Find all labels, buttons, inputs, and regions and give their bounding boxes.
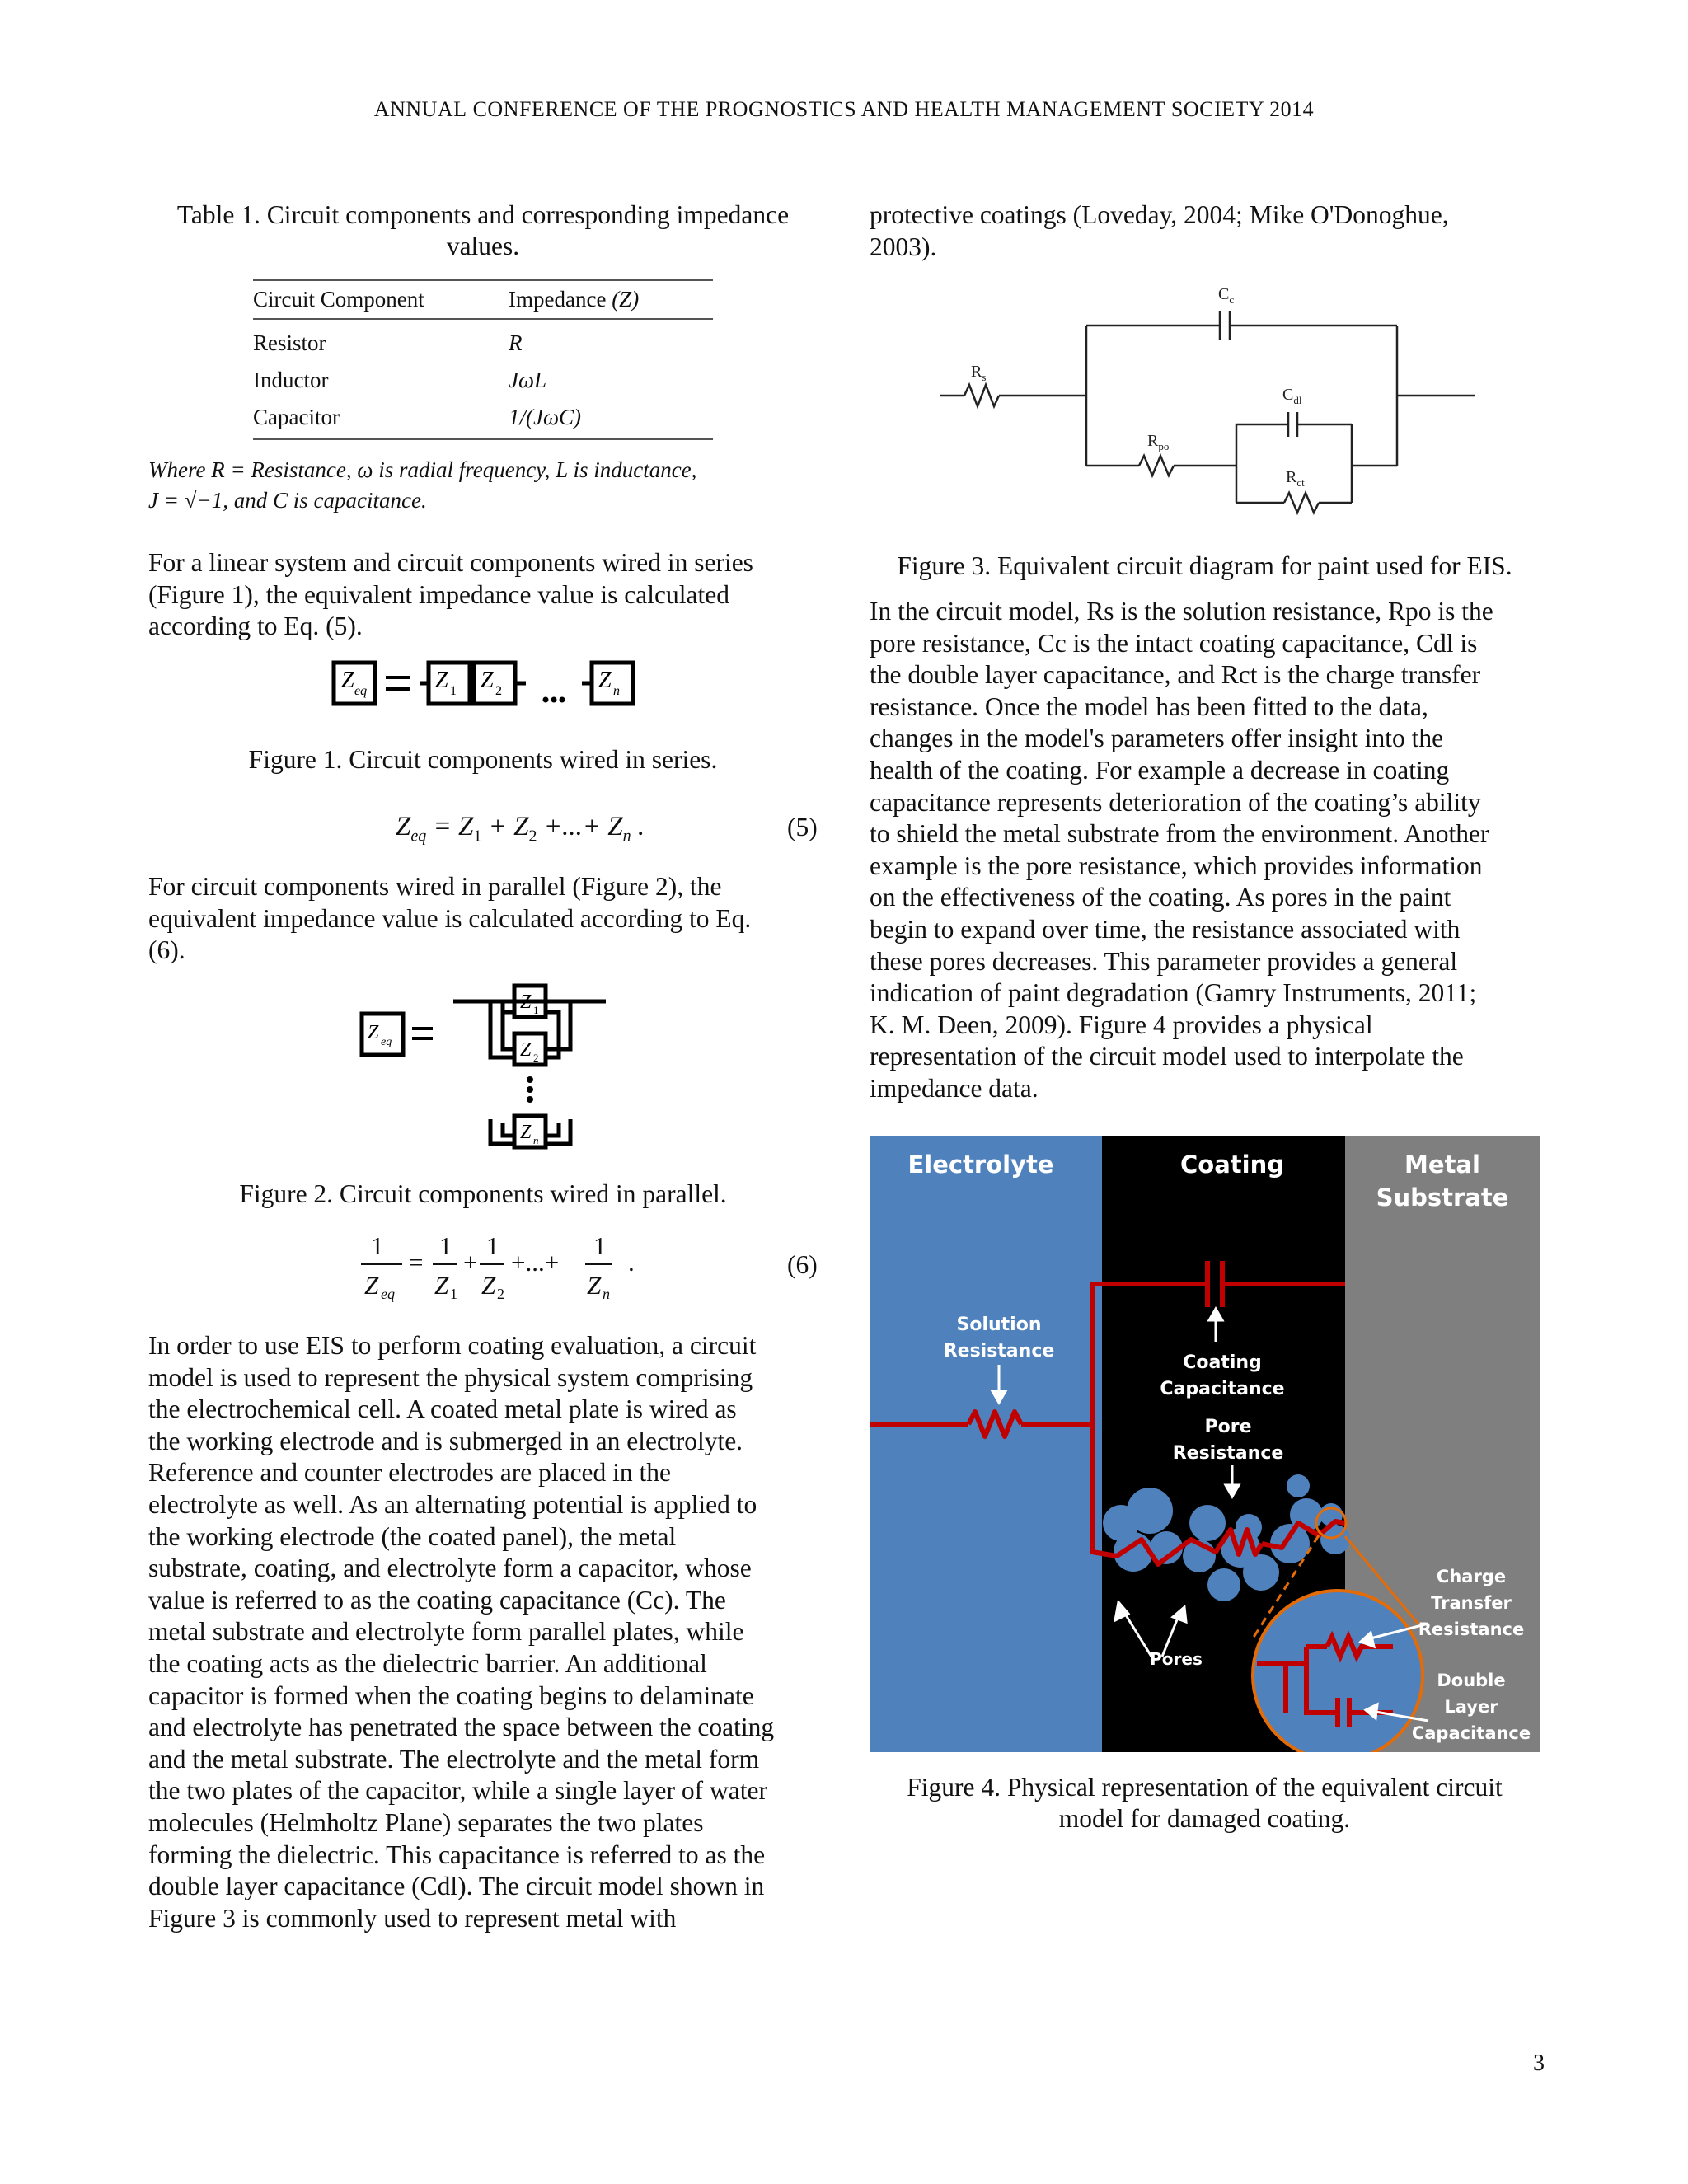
label-rpo: $R_{po}$: [1147, 432, 1170, 452]
fig4-caption: Figure 4. Physical representation of the equivalent circuit model for damaged coating.: [907, 1773, 1503, 1833]
equation-5-number: (5): [787, 813, 818, 841]
table-row: Capacitor 1/(JωC): [253, 405, 582, 429]
figure2-parallel-diagram: [354, 979, 618, 1162]
table-row: Inductor JωL: [253, 368, 547, 392]
svg-text:1: 1: [450, 684, 457, 698]
svg-text:Capacitance: Capacitance: [1160, 1379, 1285, 1399]
svg-text:2: 2: [533, 1052, 539, 1064]
svg-text:n: n: [613, 684, 620, 698]
table-row: Resistor R: [253, 330, 523, 355]
svg-text:Charge: Charge: [1436, 1567, 1507, 1586]
right-para-0: protective coatings (Loveday, 2004; Mike O'Donoghue, 2003).: [870, 200, 1449, 261]
svg-text:+: +: [463, 1248, 478, 1277]
label-rs: $R_s$: [971, 363, 987, 383]
svg-text:eq: eq: [381, 1286, 395, 1302]
svg-text:1: 1: [486, 1231, 499, 1260]
table1-header-impedance: Impedance (Z): [509, 287, 640, 312]
svg-text:Layer: Layer: [1444, 1697, 1498, 1717]
label-cc: $C_c$: [1218, 285, 1235, 306]
equation-6: [354, 1228, 659, 1302]
svg-text:Z: Z: [520, 1122, 532, 1143]
svg-text:2: 2: [495, 684, 502, 698]
running-header: ANNUAL CONFERENCE OF THE PROGNOSTICS AND HEALTH MANAGEMENT SOCIETY 2014: [373, 97, 1315, 121]
svg-text:.: .: [628, 1248, 635, 1277]
fig4-label-substrate: Substrate: [1376, 1183, 1509, 1212]
svg-text:Resistance: Resistance: [1172, 1443, 1284, 1464]
svg-text:n: n: [533, 1134, 539, 1146]
svg-text:Z: Z: [364, 1271, 379, 1300]
svg-text:Pore: Pore: [1204, 1417, 1252, 1437]
label-rct: $R_{ct}$: [1286, 468, 1305, 489]
svg-text:Resistance: Resistance: [943, 1341, 1055, 1361]
table1-note: Where R = Resistance, ω is radial frequency, L is inductance, J = √−1, and C is capacitance.: [148, 457, 697, 513]
svg-text:Double: Double: [1437, 1671, 1506, 1690]
fig4-label-coating: Coating: [1180, 1151, 1284, 1179]
svg-text:Z: Z: [368, 1022, 379, 1043]
svg-text:Coating: Coating: [1183, 1352, 1262, 1373]
svg-text:eq: eq: [381, 1036, 392, 1048]
svg-text:Z: Z: [598, 668, 612, 693]
equation-6-number: (6): [787, 1250, 818, 1279]
figure4-physical-model: [870, 1136, 1540, 1752]
fig3-caption: Figure 3. Equivalent circuit diagram for paint used for EIS.: [897, 551, 1512, 580]
svg-text:1: 1: [371, 1231, 384, 1260]
right-para-1: In the circuit model, Rs is the solution resistance, Rpo is the pore resistance, Cc is the intact coating capacitance, Cdl is the double layer capacitance, and Rct is the charge transfer resistance. Once the model has been fitted to the data, changes in the model's parameters offer insight into the health of the coating. For example a decrease in coating capacitance represents deterioration of the coating’s ability to shield the metal substrate from the environment. Another example is the pore resistance, which provides information on the effectiveness of the coating. As pores in the paint begin to expand over time, the resistance associated with these pores decreases. This parameter provides a general indication of paint degradation (Gamry Instruments, 2011; K. M. Deen, 2009). Figure 4 provides a physical representation of the circuit model used to interpolate the impedance data.: [870, 597, 1493, 1103]
fig4-label-metal: Metal: [1404, 1151, 1480, 1179]
svg-text:Transfer: Transfer: [1431, 1593, 1512, 1613]
svg-text:Resistance: Resistance: [1418, 1619, 1525, 1639]
svg-text:Z: Z: [434, 1271, 449, 1300]
figure3-equivalent-circuit: [931, 284, 1484, 523]
svg-text:Pores: Pores: [1150, 1649, 1203, 1669]
equation-5: $Z_{eq} = Z_1 + Z_2$ +...+ $Z_n$ .: [396, 812, 645, 846]
label-cdl: $C_{dl}$: [1282, 386, 1302, 406]
table1-header-component: Circuit Component: [253, 287, 424, 312]
electrolyte-region: [870, 1136, 1102, 1752]
svg-text:=: =: [409, 1248, 424, 1277]
svg-text:Z: Z: [520, 1039, 532, 1061]
svg-text:Z: Z: [520, 991, 532, 1013]
svg-text:Z: Z: [587, 1271, 602, 1300]
svg-text:Z: Z: [341, 668, 354, 693]
figure1-series-diagram: [330, 659, 635, 712]
fig1-caption: Figure 1. Circuit components wired in series.: [248, 745, 718, 774]
page-number: 3: [1533, 2050, 1545, 2076]
svg-text:Z: Z: [481, 668, 494, 693]
svg-text:Z: Z: [435, 668, 448, 693]
table1: [253, 279, 713, 440]
svg-text:2: 2: [497, 1286, 504, 1302]
svg-text:n: n: [603, 1286, 610, 1302]
svg-text:1: 1: [593, 1231, 607, 1260]
fig4-label-electrolyte: Electrolyte: [907, 1151, 1054, 1179]
svg-text:Capacitance: Capacitance: [1411, 1723, 1531, 1743]
svg-text:Z: Z: [481, 1271, 496, 1300]
left-para-2: For circuit components wired in parallel (Figure 2), the equivalent impedance value is calculated according to Eq. (6).: [148, 872, 752, 965]
left-para-1: For a linear system and circuit components wired in series (Figure 1), the equivalent impedance value is calculated according to Eq. (5).: [148, 548, 753, 641]
svg-text:1: 1: [450, 1286, 457, 1302]
svg-text:Solution: Solution: [956, 1315, 1042, 1335]
svg-text:1: 1: [439, 1231, 452, 1260]
callout-large-circle: [1253, 1591, 1423, 1752]
svg-text:1: 1: [533, 1004, 539, 1016]
fig2-caption: Figure 2. Circuit components wired in parallel.: [239, 1179, 727, 1208]
table1-caption: Table 1. Circuit components and corresponding impedance values.: [176, 200, 790, 260]
left-para-3: In order to use EIS to perform coating evaluation, a circuit model is used to represent the physical system comprising the electrochemical cell. A coated metal plate is wired as the working electrode and is submerged in an electrolyte. Reference and counter electrodes are placed in the electrolyte as well. As an alternating potential is applied to the working electrode (the coated panel), the metal substrate, coating, and electrolyte form a capacitor, whose value is referred to as the coating capacitance (Cc). The metal substrate and electrolyte form parallel plates, while the coating acts as the dielectric barrier. An additional capacitor is formed when the coating begins to delaminate and electrolyte has penetrated the space between the coating and the metal substrate. The electrolyte and the metal form the two plates of the capacitor, while a single layer of water molecules (Helmholtz Plane) separates the two plates forming the dielectric. This capacitance is referred to as the double layer capacitance (Cdl). The circuit model shown in Figure 3 is commonly used to represent metal with: [148, 1331, 775, 1933]
svg-text:+...+: +...+: [511, 1248, 560, 1277]
svg-text:eq: eq: [354, 684, 368, 698]
